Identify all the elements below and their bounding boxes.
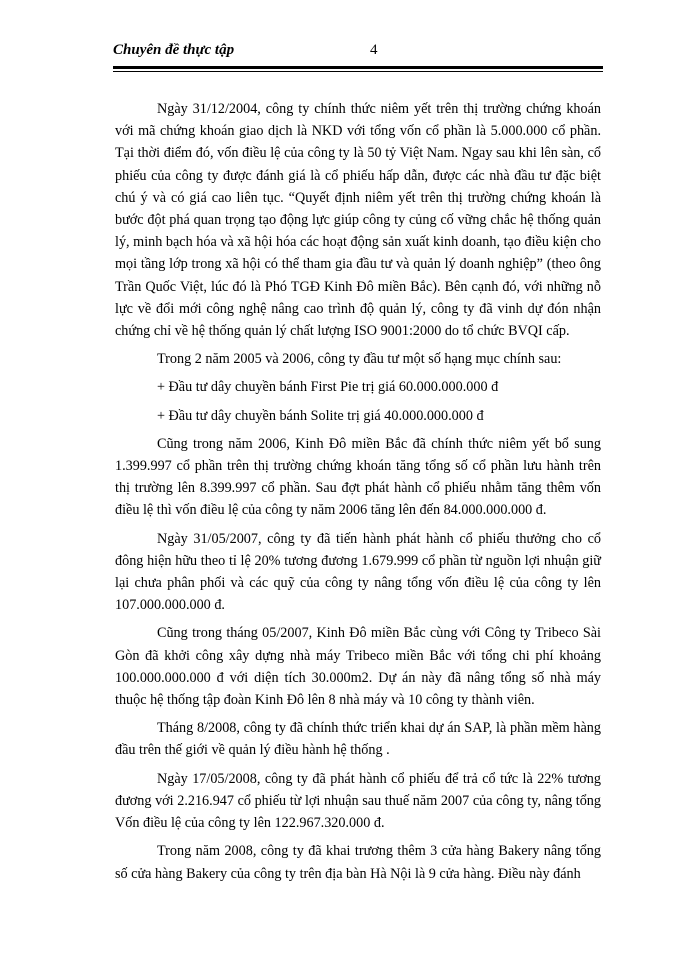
paragraph-tribeco-plant: Cũng trong tháng 05/2007, Kinh Đô miền Bắc cùng với Công ty Tribeco Sài Gòn đã khởi công xây dựng nhà máy Tribeco miền Bắc với tổng chi phí khoảng 100.000.000.000 đ với diện tích 30.000m2. Dự án này đã nâng tổng số nhà máy thuộc hệ thống tập đoàn Kinh Đô lên 8 nhà máy và 10 công ty thành viên. [115, 625, 601, 709]
page-header [113, 40, 603, 66]
header-rule-thick [113, 66, 603, 69]
paragraph-2006-listing: Cũng trong năm 2006, Kinh Đô miền Bắc đã chính thức niêm yết bổ sung 1.399.997 cổ phần trên thị trường chứng khoán tăng tổng số cổ phần lưu hành trên thị trường lên 8.399.997 cổ phần. Sau đợt phát hành cổ phiếu nhằm tăng thêm vốn điều lệ thì vốn điều lệ của công ty năm 2006 tăng lên đến 84.000.000.000 đ. [115, 435, 601, 519]
page-number: 4 [370, 42, 378, 58]
paragraph-bonus-shares-2007: Ngày 31/05/2007, công ty đã tiến hành phát hành cổ phiếu thưởng cho cổ đông hiện hữu theo tỉ lệ 20% tương đương 1.679.999 cổ phần từ nguồn lợi nhuận giữ lại chưa phân phối và các quỹ của công ty nâng tổng vốn điều lệ của công ty lên 107.000.000.000 đ. [115, 530, 601, 614]
paragraph-investments-intro: Trong 2 năm 2005 và 2006, công ty đầu tư một số hạng mục chính sau: [157, 351, 562, 368]
document-body [115, 98, 601, 891]
paragraph-sap-project: Tháng 8/2008, công ty đã chính thức triển khai dự án SAP, là phần mềm hàng đầu trên thế giới về quản lý điều hành hệ thống . [115, 720, 601, 759]
paragraph-bakery-stores: Trong năm 2008, công ty đã khai trương thêm 3 cửa hàng Bakery nâng tổng số cửa hàng Bakery của công ty trên địa bàn Hà Nội là 9 cửa hàng. Điều này đánh [115, 843, 601, 882]
bullet-solite: + Đầu tư dây chuyền bánh Solite trị giá 40.000.000.000 đ [157, 407, 484, 424]
bullet-first-pie: + Đầu tư dây chuyền bánh First Pie trị giá 60.000.000.000 đ [157, 379, 499, 396]
header-rule-thin [113, 71, 603, 72]
header-title: Chuyên đề thực tập [113, 42, 235, 58]
paragraph-listing-2004: Ngày 31/12/2004, công ty chính thức niêm yết trên thị trường chứng khoán với mã chứng khoán giao dịch là NKD với tổng vốn cổ phần là 5.000.000 cổ phần. Tại thời điểm đó, vốn điều lệ của công ty là 50 tỷ Việt Nam. Ngay sau khi lên sàn, cổ phiếu của công ty được đánh giá là cổ phiếu hấp dẫn, được các nhà đầu tư đặc biệt chú ý và có giá cao liên tục. “Quyết định niêm yết trên thị trường chứng khoán là bước đột phá quan trọng tạo động lực giúp công ty củng cố vững chắc hệ thống quản lý, minh bạch hóa và xã hội hóa các hoạt động sản xuất kinh doanh, tạo điều kiện cho mọi tầng lớp trong xã hội có thể tham gia đầu tư và quản lý doanh nghiệp” (theo ông Trần Quốc Việt, lúc đó là Phó TGĐ Kinh Đô miền Bắc). Bên cạnh đó, với những nỗ lực về đổi mới công nghệ nâng cao trình độ quản lý, công ty đã vinh dự đón nhận chứng chỉ về hệ thống quản lý chất lượng ISO 9001:2000 do tổ chức BVQI cấp. [115, 101, 601, 340]
paragraph-dividend-2008: Ngày 17/05/2008, công ty đã phát hành cổ phiếu để trả cổ tức là 22% tương đương với 2.216.947 cổ phiếu từ lợi nhuận sau thuế năm 2007 của công ty, nâng tổng Vốn điều lệ của công ty lên 122.967.320.000 đ. [115, 770, 601, 832]
